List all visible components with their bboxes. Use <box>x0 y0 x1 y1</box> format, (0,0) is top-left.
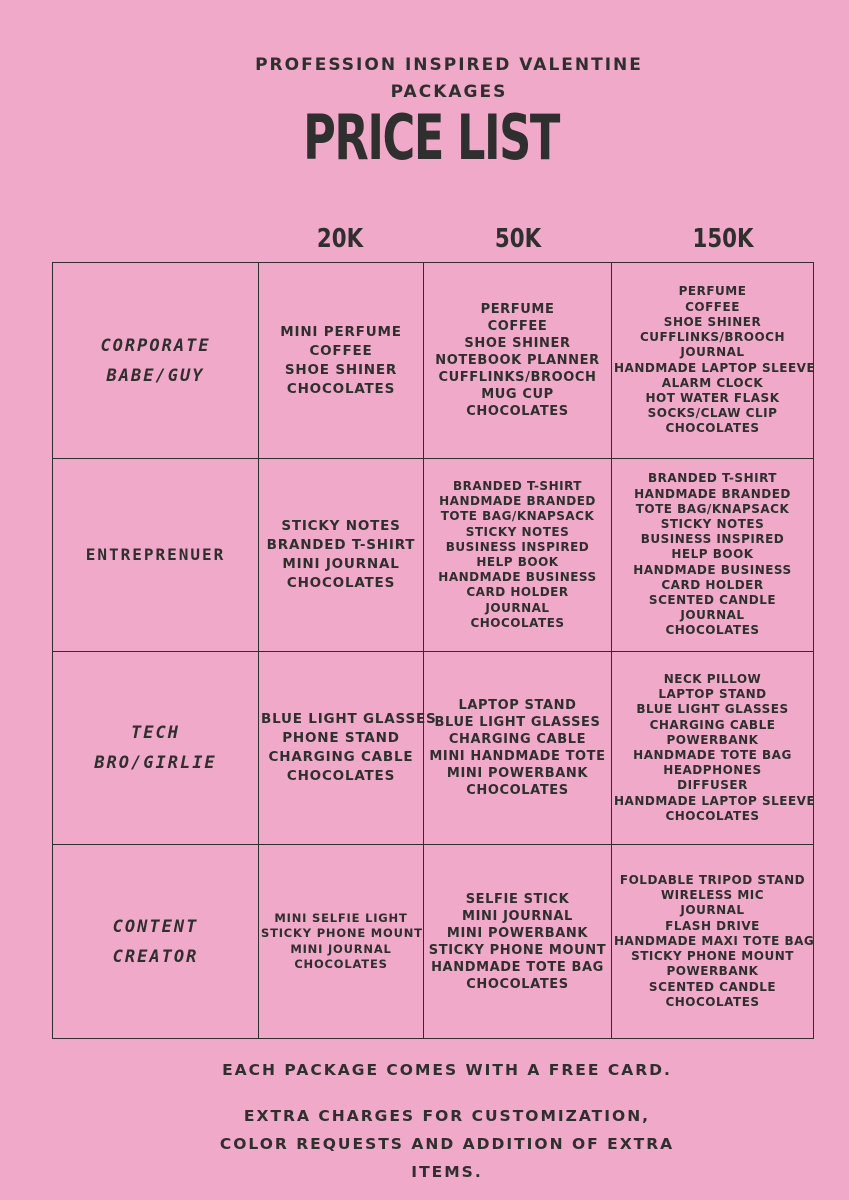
package-item: HANDMADE BRANDED <box>634 486 791 501</box>
footer-note-extra-charges <box>0 1102 849 1186</box>
column-header-20k: 20K <box>316 224 364 254</box>
package-item: CHARGING CABLE <box>448 732 587 747</box>
footer-note-1: EACH PACKAGE COMES WITH A FREE CARD. <box>222 1061 672 1079</box>
package-item: CARD HOLDER <box>466 585 569 600</box>
package-item: FOLDABLE TRIPOD STAND <box>619 873 806 888</box>
package-item: HELP BOOK <box>671 547 754 562</box>
package-item: CHOCOLATES <box>466 976 569 992</box>
package-item: STICKY PHONE MOUNT <box>261 926 423 940</box>
row-name-line-2: BRO/GIRLIE <box>94 753 217 773</box>
package-item: NOTEBOOK PLANNER <box>435 353 600 368</box>
package-item: BLUE LIGHT GLASSES <box>636 702 789 717</box>
footer-note-free-card <box>0 1056 849 1084</box>
package-item: MINI JOURNAL <box>462 908 573 924</box>
row-header-corporate <box>53 263 259 459</box>
package-cell-150k <box>612 263 814 459</box>
package-item: BRANDED T-SHIRT <box>266 537 416 553</box>
row-name-line-2: CREATOR <box>112 946 199 967</box>
package-item: HANDMADE LAPTOP SLEEVE <box>614 793 816 808</box>
package-cell-20k <box>259 263 424 459</box>
package-item: STICKY PHONE MOUNT <box>631 949 794 964</box>
package-cell-50k <box>424 845 612 1039</box>
package-item: SHOE SHINER <box>284 361 398 378</box>
package-item: COFFEE <box>685 299 740 314</box>
package-item: MINI HANDMADE TOTE <box>429 749 606 764</box>
package-item: SCENTED CANDLE <box>648 593 777 607</box>
table-row <box>53 459 814 652</box>
package-item: CHARGING CABLE <box>649 717 776 732</box>
package-item: SELFIE STICK <box>465 891 570 907</box>
package-item: TOTE BAG/KNAPSACK <box>635 501 790 516</box>
package-cell-50k <box>424 263 612 459</box>
table-row <box>53 263 814 459</box>
price-table <box>52 262 814 1039</box>
page-title: PRICE LIST <box>303 101 559 174</box>
package-item: MINI PERFUME <box>280 323 402 340</box>
package-item: MINI SELFIE LIGHT <box>274 910 408 925</box>
package-item: CHOCOLATES <box>665 808 760 823</box>
package-item: MINI JOURNAL <box>282 556 400 572</box>
package-item: CUFFLINKS/BROOCH <box>639 330 786 345</box>
package-cell-20k <box>259 652 437 845</box>
package-item: HANDMADE BUSINESS <box>438 570 597 585</box>
package-item: WIRELESS MIC <box>660 888 765 903</box>
package-item: HANDMADE BUSINESS <box>633 562 792 577</box>
subtitle <box>0 52 849 106</box>
package-item: BLUE LIGHT GLASSES <box>261 711 437 727</box>
package-cell-50k <box>424 652 612 845</box>
package-item: CHOCOLATES <box>665 421 760 436</box>
package-item: BRANDED T-SHIRT <box>453 478 582 493</box>
package-item: HANDMADE LAPTOP SLEEVE <box>614 360 816 375</box>
package-item: POWERBANK <box>666 964 759 979</box>
package-cell-50k <box>424 459 612 652</box>
package-item: POWERBANK <box>666 732 759 747</box>
package-item: ALARM CLOCK <box>661 375 764 390</box>
package-item: BLUE LIGHT GLASSES <box>434 715 601 730</box>
package-item: NECK PILLOW <box>663 671 762 686</box>
package-item: CHOCOLATES <box>665 994 760 1009</box>
column-header-50k: 50K <box>494 224 542 254</box>
package-item: MINI POWERBANK <box>446 766 589 781</box>
package-cell-20k <box>259 459 424 652</box>
package-item: SCENTED CANDLE <box>648 979 777 994</box>
package-cell-150k <box>612 652 814 845</box>
package-item: SHOE SHINER <box>663 314 762 329</box>
package-item: BUSINESS INSPIRED <box>640 532 785 547</box>
package-item: JOURNAL <box>680 345 745 360</box>
package-item: PERFUME <box>480 302 555 317</box>
package-item: CHOCOLATES <box>294 957 388 971</box>
package-item: BUSINESS INSPIRED <box>445 539 590 554</box>
package-item: CHOCOLATES <box>470 615 565 630</box>
package-cell-20k <box>259 845 424 1039</box>
package-item: COFFEE <box>487 319 548 334</box>
package-item: STICKY NOTES <box>660 516 765 531</box>
package-item: PHONE STAND <box>282 730 400 746</box>
package-item: HANDMADE MAXI TOTE BAG <box>614 933 815 948</box>
package-item: JOURNAL <box>680 608 745 623</box>
package-item: SHOE SHINER <box>464 336 571 351</box>
footer-note-2-line-2: COLOR REQUESTS AND ADDITION OF EXTRA <box>219 1135 675 1153</box>
package-item: CHOCOLATES <box>286 575 396 591</box>
row-name-line-2: BABE/GUY <box>106 365 205 386</box>
package-item: PERFUME <box>678 284 747 299</box>
table-row <box>53 845 814 1039</box>
package-item: HANDMADE TOTE BAG <box>431 959 604 975</box>
row-header-tech <box>53 652 259 845</box>
package-item: LAPTOP STAND <box>458 698 577 713</box>
package-item: LAPTOP STAND <box>658 687 767 702</box>
row-name-line-1: CORPORATE <box>100 335 211 356</box>
package-item: HELP BOOK <box>476 555 559 569</box>
column-header-150k: 150K <box>692 224 754 254</box>
row-header-entrepreneur <box>53 459 259 652</box>
footer-note-2-line-1: EXTRA CHARGES FOR CUSTOMIZATION, <box>243 1107 651 1125</box>
package-item: HOT WATER FLASK <box>645 390 780 405</box>
package-item: FLASH DRIVE <box>665 918 760 933</box>
package-item: CHARGING CABLE <box>268 749 414 765</box>
package-item: MINI JOURNAL <box>290 941 392 956</box>
table-row <box>53 652 814 845</box>
subtitle-line-1: PROFESSION INSPIRED VALENTINE <box>255 55 643 75</box>
package-item: HEADPHONES <box>663 763 762 778</box>
package-cell-150k <box>612 845 814 1039</box>
package-item: JOURNAL <box>680 903 745 918</box>
row-name-line-1: CONTENT <box>112 916 199 937</box>
package-item: CHOCOLATES <box>286 768 396 784</box>
row-name-line-1: ENTREPRENUER <box>85 545 226 564</box>
package-item: BRANDED T-SHIRT <box>648 471 777 486</box>
package-item: STICKY NOTES <box>281 518 401 534</box>
package-item: HANDMADE BRANDED <box>439 494 596 509</box>
package-item: CARD HOLDER <box>661 577 764 592</box>
package-item: CHOCOLATES <box>665 623 760 638</box>
package-cell-150k <box>612 459 814 652</box>
package-item: DIFFUSER <box>677 778 748 793</box>
row-header-content-creator <box>53 845 259 1039</box>
package-item: CHOCOLATES <box>466 404 569 419</box>
package-item: JOURNAL <box>485 600 550 615</box>
package-item: CHOCOLATES <box>466 783 569 798</box>
package-item: SOCKS/CLAW CLIP <box>647 406 778 421</box>
subtitle-line-2: PACKAGES <box>390 82 508 102</box>
package-item: MINI POWERBANK <box>446 925 589 941</box>
footer-note-2-line-3: ITEMS. <box>411 1163 483 1181</box>
package-item: MUG CUP <box>481 387 554 402</box>
package-item: HANDMADE TOTE BAG <box>633 748 792 762</box>
package-item: CHOCOLATES <box>286 380 396 397</box>
package-item: STICKY NOTES <box>465 524 570 539</box>
row-name-line-1: TECH <box>131 723 180 743</box>
package-item: CUFFLINKS/BROOCH <box>438 370 597 385</box>
package-item: COFFEE <box>309 342 373 359</box>
package-item: TOTE BAG/KNAPSACK <box>440 509 595 524</box>
package-item: STICKY PHONE MOUNT <box>428 942 607 958</box>
